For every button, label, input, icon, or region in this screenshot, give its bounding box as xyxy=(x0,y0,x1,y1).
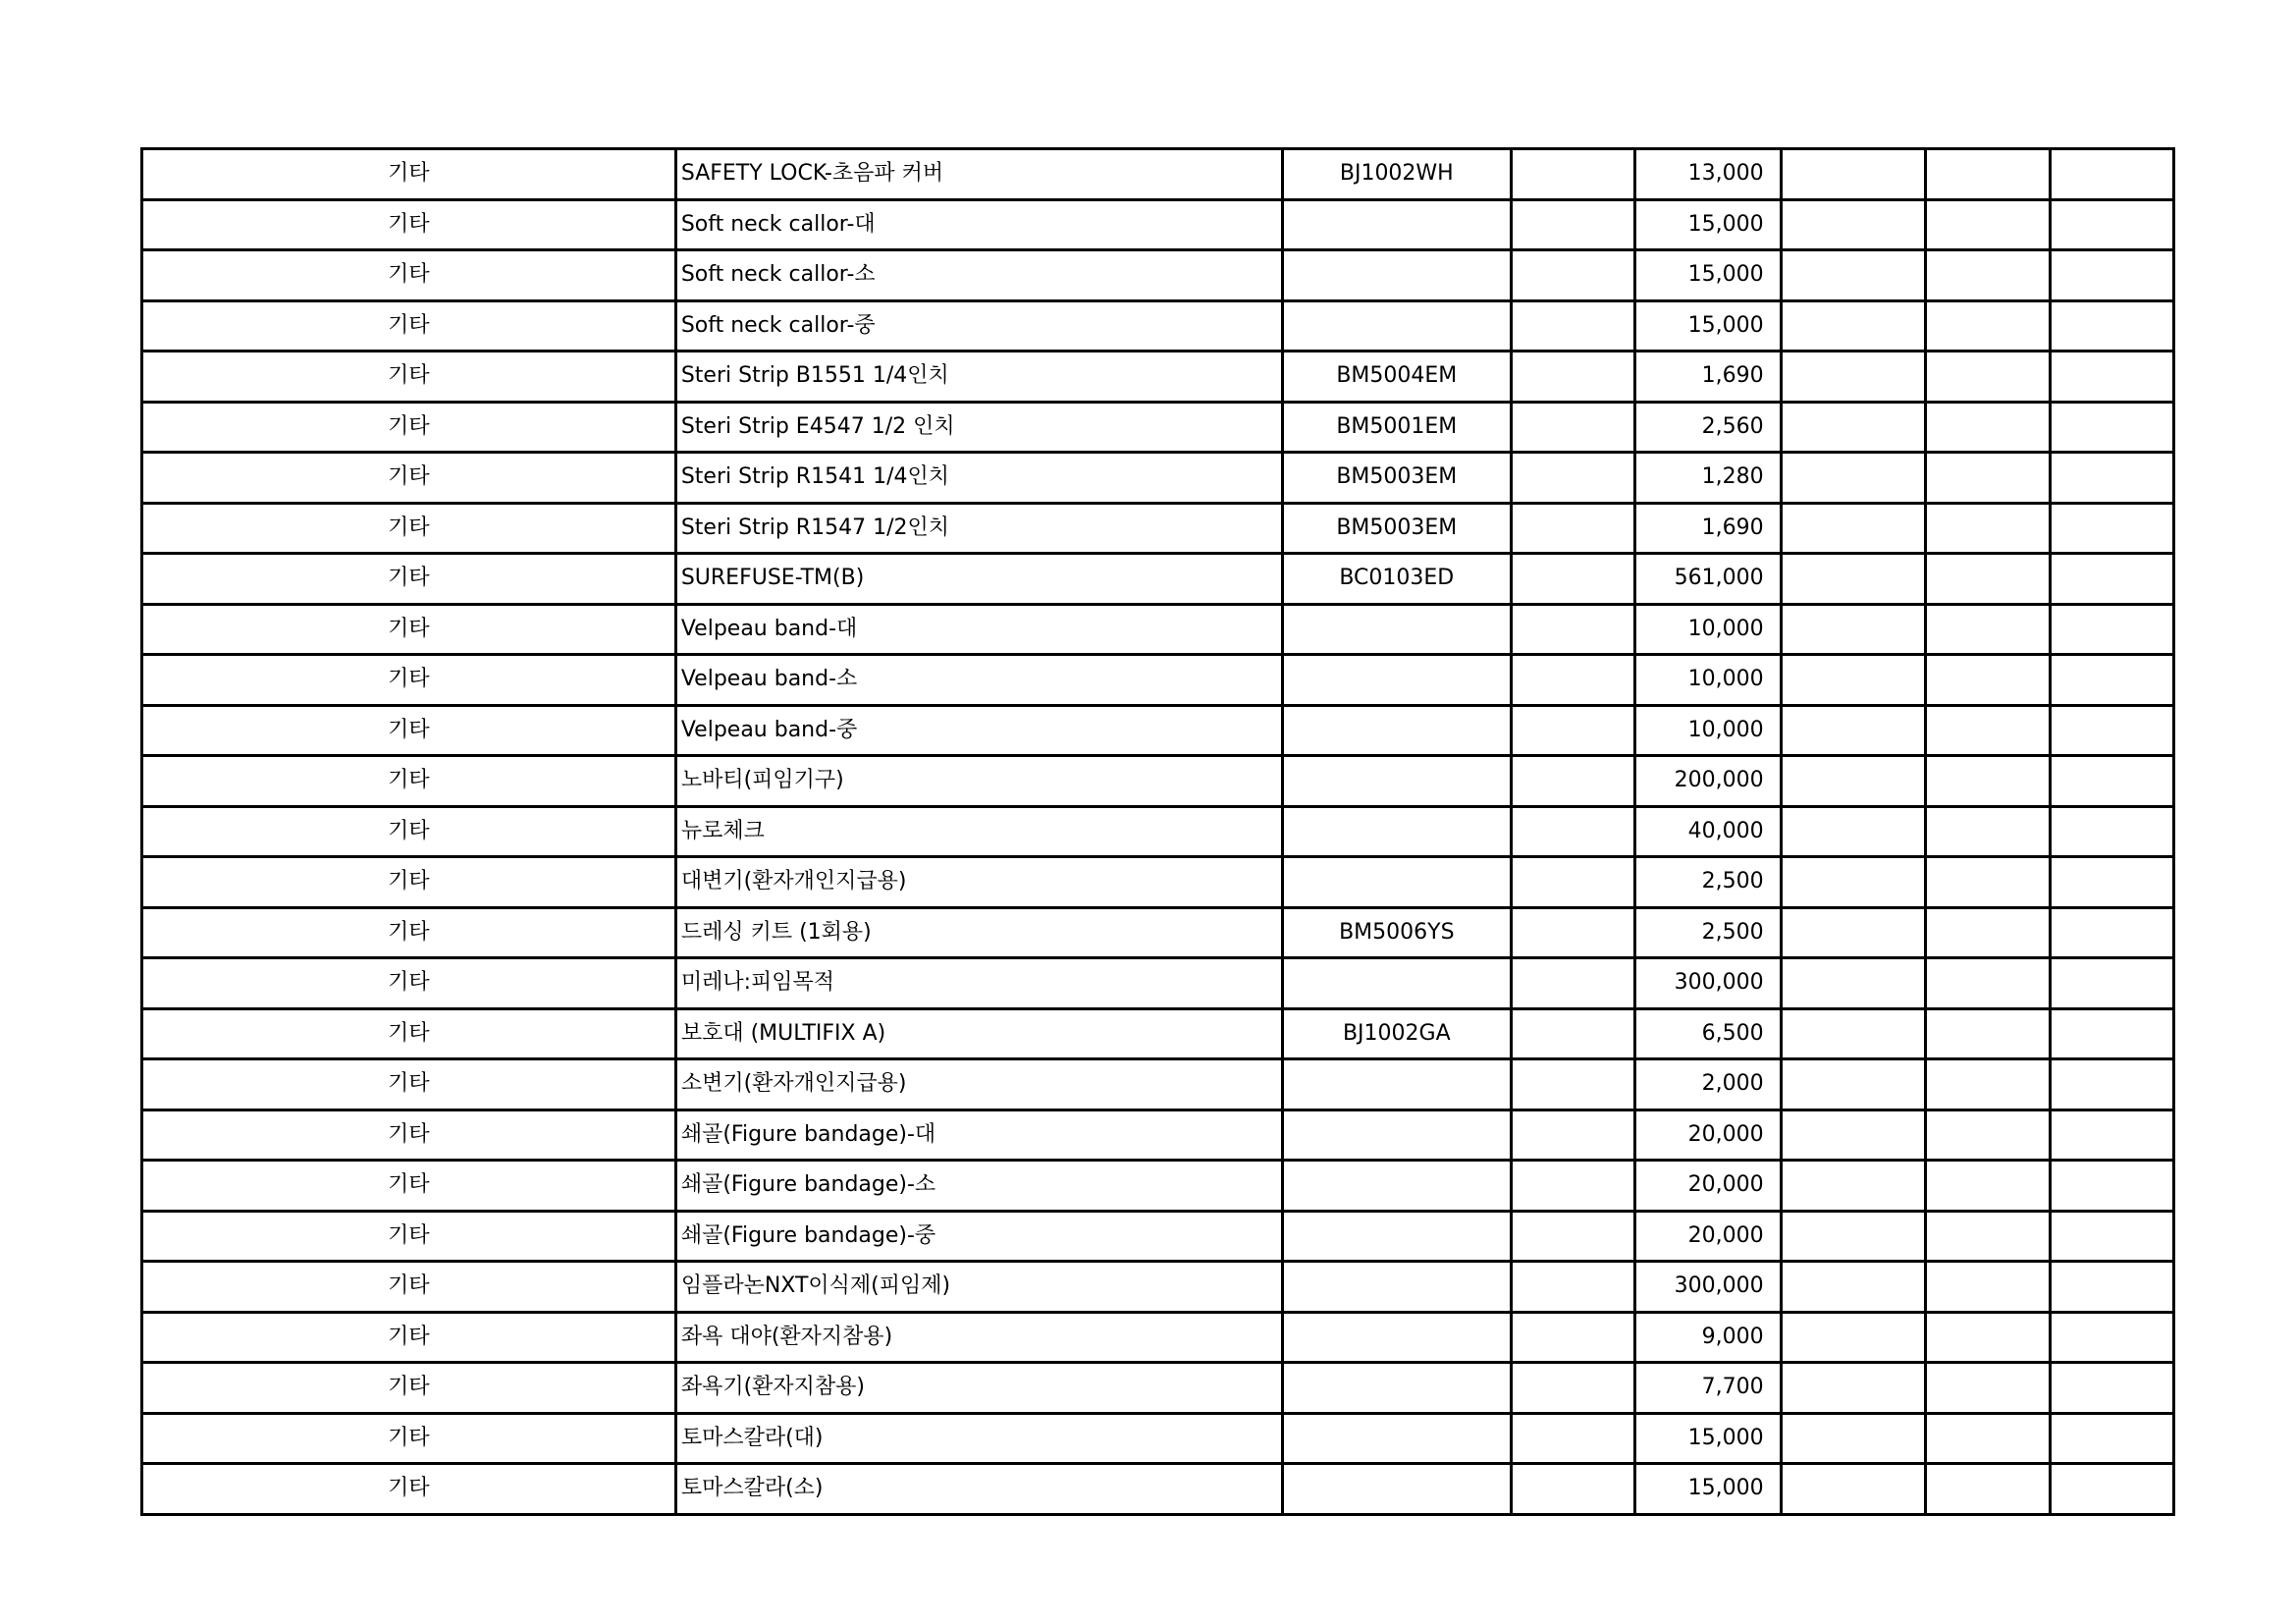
item-name-cell: Velpeau band-대 xyxy=(675,604,1282,655)
empty-cell xyxy=(1926,655,2050,706)
empty-cell xyxy=(1781,1211,1925,1262)
item-name-cell: Steri Strip R1547 1/2인치 xyxy=(675,503,1282,554)
empty-cell xyxy=(2050,958,2173,1009)
empty-cell xyxy=(2050,453,2173,504)
empty-cell xyxy=(1511,199,1634,250)
empty-cell xyxy=(1781,604,1925,655)
table-row xyxy=(142,402,2174,453)
category-cell: 기타 xyxy=(142,655,676,706)
price-cell: 2,000 xyxy=(1635,1059,1782,1110)
item-code-cell xyxy=(1282,756,1511,807)
empty-cell xyxy=(1926,1363,2050,1414)
table-row xyxy=(142,1262,2174,1313)
empty-cell xyxy=(1781,1008,1925,1059)
empty-cell xyxy=(1511,1211,1634,1262)
table-row xyxy=(142,756,2174,807)
table-row xyxy=(142,806,2174,857)
empty-cell xyxy=(2050,352,2173,403)
empty-cell xyxy=(1781,1363,1925,1414)
empty-cell xyxy=(1926,199,2050,250)
item-name-cell: SAFETY LOCK-초음파 커버 xyxy=(675,149,1282,200)
empty-cell xyxy=(2050,149,2173,200)
category-cell: 기타 xyxy=(142,199,676,250)
empty-cell xyxy=(1511,1464,1634,1515)
category-cell: 기타 xyxy=(142,402,676,453)
item-name-cell: 보호대 (MULTIFIX A) xyxy=(675,1008,1282,1059)
empty-cell xyxy=(1926,705,2050,756)
item-code-cell: BM5006YS xyxy=(1282,907,1511,958)
category-cell: 기타 xyxy=(142,1161,676,1212)
empty-cell xyxy=(1511,250,1634,301)
item-code-cell xyxy=(1282,1059,1511,1110)
table-row xyxy=(142,1211,2174,1262)
price-cell: 561,000 xyxy=(1635,554,1782,605)
table-body xyxy=(142,149,2174,1515)
category-cell: 기타 xyxy=(142,1363,676,1414)
table-row xyxy=(142,1363,2174,1414)
table-row xyxy=(142,503,2174,554)
empty-cell xyxy=(2050,1312,2173,1363)
item-code-cell: BJ1002GA xyxy=(1282,1008,1511,1059)
empty-cell xyxy=(1511,300,1634,352)
item-code-cell xyxy=(1282,199,1511,250)
empty-cell xyxy=(1511,604,1634,655)
table-row xyxy=(142,250,2174,301)
item-code-cell: BM5003EM xyxy=(1282,503,1511,554)
table-row xyxy=(142,1413,2174,1464)
item-name-cell: 드레싱 키트 (1회용) xyxy=(675,907,1282,958)
item-name-cell: SUREFUSE-TM(B) xyxy=(675,554,1282,605)
empty-cell xyxy=(1511,1262,1634,1313)
empty-cell xyxy=(1926,1312,2050,1363)
empty-cell xyxy=(1511,958,1634,1009)
empty-cell xyxy=(1781,655,1925,706)
empty-cell xyxy=(1781,907,1925,958)
empty-cell xyxy=(1511,149,1634,200)
empty-cell xyxy=(1926,352,2050,403)
item-name-cell: 임플라논NXT이식제(피임제) xyxy=(675,1262,1282,1313)
item-code-cell xyxy=(1282,1413,1511,1464)
table-row xyxy=(142,1464,2174,1515)
empty-cell xyxy=(1781,1059,1925,1110)
empty-cell xyxy=(1511,1008,1634,1059)
price-cell: 2,500 xyxy=(1635,857,1782,908)
empty-cell xyxy=(1926,1262,2050,1313)
category-cell: 기타 xyxy=(142,1211,676,1262)
category-cell: 기타 xyxy=(142,554,676,605)
category-cell: 기타 xyxy=(142,1059,676,1110)
item-name-cell: Steri Strip E4547 1/2 인치 xyxy=(675,402,1282,453)
table-row xyxy=(142,958,2174,1009)
empty-cell xyxy=(1511,1312,1634,1363)
price-cell: 15,000 xyxy=(1635,1464,1782,1515)
item-name-cell: Velpeau band-소 xyxy=(675,655,1282,706)
empty-cell xyxy=(1511,655,1634,706)
item-code-cell: BM5004EM xyxy=(1282,352,1511,403)
empty-cell xyxy=(1511,1363,1634,1414)
item-name-cell: Soft neck callor-중 xyxy=(675,300,1282,352)
empty-cell xyxy=(1511,907,1634,958)
price-cell: 10,000 xyxy=(1635,604,1782,655)
empty-cell xyxy=(1511,857,1634,908)
empty-cell xyxy=(2050,655,2173,706)
empty-cell xyxy=(2050,1211,2173,1262)
price-cell: 15,000 xyxy=(1635,199,1782,250)
item-name-cell: 토마스칼라(소) xyxy=(675,1464,1282,1515)
category-cell: 기타 xyxy=(142,1312,676,1363)
category-cell: 기타 xyxy=(142,1262,676,1313)
empty-cell xyxy=(2050,857,2173,908)
empty-cell xyxy=(1926,554,2050,605)
empty-cell xyxy=(1926,300,2050,352)
price-cell: 9,000 xyxy=(1635,1312,1782,1363)
item-code-cell xyxy=(1282,1363,1511,1414)
empty-cell xyxy=(2050,1161,2173,1212)
category-cell: 기타 xyxy=(142,806,676,857)
empty-cell xyxy=(1511,1059,1634,1110)
table-row xyxy=(142,1312,2174,1363)
empty-cell xyxy=(2050,1413,2173,1464)
empty-cell xyxy=(2050,1262,2173,1313)
category-cell: 기타 xyxy=(142,250,676,301)
category-cell: 기타 xyxy=(142,1464,676,1515)
category-cell: 기타 xyxy=(142,756,676,807)
empty-cell xyxy=(2050,300,2173,352)
price-cell: 300,000 xyxy=(1635,1262,1782,1313)
empty-cell xyxy=(1511,1161,1634,1212)
category-cell: 기타 xyxy=(142,149,676,200)
price-cell: 2,560 xyxy=(1635,402,1782,453)
empty-cell xyxy=(1926,402,2050,453)
category-cell: 기타 xyxy=(142,705,676,756)
price-table xyxy=(140,147,2175,1516)
empty-cell xyxy=(1781,199,1925,250)
item-name-cell: Velpeau band-중 xyxy=(675,705,1282,756)
category-cell: 기타 xyxy=(142,300,676,352)
table-row xyxy=(142,1110,2174,1161)
item-name-cell: 쇄골(Figure bandage)-중 xyxy=(675,1211,1282,1262)
empty-cell xyxy=(1511,806,1634,857)
empty-cell xyxy=(1926,857,2050,908)
table-row xyxy=(142,1059,2174,1110)
empty-cell xyxy=(1781,453,1925,504)
table-row xyxy=(142,352,2174,403)
item-name-cell: 쇄골(Figure bandage)-대 xyxy=(675,1110,1282,1161)
empty-cell xyxy=(2050,1059,2173,1110)
item-code-cell: BM5001EM xyxy=(1282,402,1511,453)
empty-cell xyxy=(1781,705,1925,756)
table-row xyxy=(142,857,2174,908)
item-name-cell: Soft neck callor-대 xyxy=(675,199,1282,250)
empty-cell xyxy=(1926,1464,2050,1515)
empty-cell xyxy=(1926,1110,2050,1161)
empty-cell xyxy=(1511,705,1634,756)
price-cell: 15,000 xyxy=(1635,300,1782,352)
empty-cell xyxy=(2050,1464,2173,1515)
item-code-cell xyxy=(1282,1464,1511,1515)
empty-cell xyxy=(2050,1110,2173,1161)
price-cell: 1,690 xyxy=(1635,352,1782,403)
empty-cell xyxy=(1926,503,2050,554)
price-cell: 1,280 xyxy=(1635,453,1782,504)
empty-cell xyxy=(2050,806,2173,857)
item-code-cell xyxy=(1282,806,1511,857)
price-cell: 6,500 xyxy=(1635,1008,1782,1059)
empty-cell xyxy=(1781,1413,1925,1464)
item-name-cell: Soft neck callor-소 xyxy=(675,250,1282,301)
empty-cell xyxy=(1926,806,2050,857)
table-row xyxy=(142,149,2174,200)
item-code-cell xyxy=(1282,655,1511,706)
empty-cell xyxy=(1781,756,1925,807)
empty-cell xyxy=(1781,1312,1925,1363)
empty-cell xyxy=(1781,1262,1925,1313)
table-row xyxy=(142,655,2174,706)
empty-cell xyxy=(1781,1161,1925,1212)
price-cell: 7,700 xyxy=(1635,1363,1782,1414)
item-name-cell: 미레나:피임목적 xyxy=(675,958,1282,1009)
empty-cell xyxy=(1926,604,2050,655)
table-row xyxy=(142,907,2174,958)
empty-cell xyxy=(1511,756,1634,807)
empty-cell xyxy=(1926,1211,2050,1262)
category-cell: 기타 xyxy=(142,453,676,504)
price-cell: 10,000 xyxy=(1635,705,1782,756)
table-row xyxy=(142,554,2174,605)
price-cell: 1,690 xyxy=(1635,503,1782,554)
category-cell: 기타 xyxy=(142,503,676,554)
empty-cell xyxy=(1781,554,1925,605)
price-cell: 20,000 xyxy=(1635,1211,1782,1262)
price-cell: 15,000 xyxy=(1635,1413,1782,1464)
empty-cell xyxy=(2050,554,2173,605)
empty-cell xyxy=(2050,705,2173,756)
item-name-cell: Steri Strip R1541 1/4인치 xyxy=(675,453,1282,504)
item-code-cell xyxy=(1282,705,1511,756)
empty-cell xyxy=(2050,907,2173,958)
empty-cell xyxy=(1926,1161,2050,1212)
item-code-cell: BM5003EM xyxy=(1282,453,1511,504)
empty-cell xyxy=(1781,857,1925,908)
category-cell: 기타 xyxy=(142,604,676,655)
item-code-cell xyxy=(1282,1262,1511,1313)
item-code-cell: BJ1002WH xyxy=(1282,149,1511,200)
category-cell: 기타 xyxy=(142,1110,676,1161)
empty-cell xyxy=(1926,453,2050,504)
empty-cell xyxy=(1781,352,1925,403)
price-cell: 10,000 xyxy=(1635,655,1782,706)
empty-cell xyxy=(1511,352,1634,403)
item-name-cell: 쇄골(Figure bandage)-소 xyxy=(675,1161,1282,1212)
table-row xyxy=(142,1161,2174,1212)
table-row xyxy=(142,705,2174,756)
table-row xyxy=(142,604,2174,655)
empty-cell xyxy=(1781,300,1925,352)
empty-cell xyxy=(1511,1110,1634,1161)
empty-cell xyxy=(1926,907,2050,958)
item-code-cell: BC0103ED xyxy=(1282,554,1511,605)
empty-cell xyxy=(1781,149,1925,200)
category-cell: 기타 xyxy=(142,857,676,908)
empty-cell xyxy=(2050,402,2173,453)
empty-cell xyxy=(1926,1008,2050,1059)
item-code-cell xyxy=(1282,1161,1511,1212)
item-code-cell xyxy=(1282,958,1511,1009)
price-cell: 13,000 xyxy=(1635,149,1782,200)
empty-cell xyxy=(1511,554,1634,605)
empty-cell xyxy=(2050,503,2173,554)
price-cell: 200,000 xyxy=(1635,756,1782,807)
empty-cell xyxy=(1781,503,1925,554)
empty-cell xyxy=(2050,1008,2173,1059)
empty-cell xyxy=(1926,958,2050,1009)
empty-cell xyxy=(1781,1110,1925,1161)
table-row xyxy=(142,453,2174,504)
item-code-cell xyxy=(1282,1312,1511,1363)
item-name-cell: 노바티(피임기구) xyxy=(675,756,1282,807)
empty-cell xyxy=(1511,453,1634,504)
category-cell: 기타 xyxy=(142,352,676,403)
empty-cell xyxy=(1926,756,2050,807)
empty-cell xyxy=(1511,503,1634,554)
empty-cell xyxy=(2050,250,2173,301)
price-cell: 20,000 xyxy=(1635,1161,1782,1212)
empty-cell xyxy=(2050,756,2173,807)
table-row xyxy=(142,199,2174,250)
category-cell: 기타 xyxy=(142,907,676,958)
item-code-cell xyxy=(1282,300,1511,352)
item-name-cell: 좌욕 대야(환자지참용) xyxy=(675,1312,1282,1363)
item-name-cell: Steri Strip B1551 1/4인치 xyxy=(675,352,1282,403)
item-code-cell xyxy=(1282,1211,1511,1262)
item-name-cell: 소변기(환자개인지급용) xyxy=(675,1059,1282,1110)
category-cell: 기타 xyxy=(142,1413,676,1464)
empty-cell xyxy=(1926,1413,2050,1464)
empty-cell xyxy=(2050,1363,2173,1414)
item-code-cell xyxy=(1282,1110,1511,1161)
price-cell: 300,000 xyxy=(1635,958,1782,1009)
item-code-cell xyxy=(1282,857,1511,908)
empty-cell xyxy=(1926,250,2050,301)
item-code-cell xyxy=(1282,250,1511,301)
empty-cell xyxy=(1926,1059,2050,1110)
price-cell: 40,000 xyxy=(1635,806,1782,857)
price-cell: 20,000 xyxy=(1635,1110,1782,1161)
empty-cell xyxy=(1781,958,1925,1009)
price-cell: 15,000 xyxy=(1635,250,1782,301)
empty-cell xyxy=(1926,149,2050,200)
item-code-cell xyxy=(1282,604,1511,655)
category-cell: 기타 xyxy=(142,958,676,1009)
table-row xyxy=(142,1008,2174,1059)
item-name-cell: 대변기(환자개인지급용) xyxy=(675,857,1282,908)
price-cell: 2,500 xyxy=(1635,907,1782,958)
item-name-cell: 뉴로체크 xyxy=(675,806,1282,857)
empty-cell xyxy=(1781,1464,1925,1515)
empty-cell xyxy=(2050,604,2173,655)
empty-cell xyxy=(1781,806,1925,857)
empty-cell xyxy=(2050,199,2173,250)
item-name-cell: 토마스칼라(대) xyxy=(675,1413,1282,1464)
empty-cell xyxy=(1511,402,1634,453)
item-name-cell: 좌욕기(환자지참용) xyxy=(675,1363,1282,1414)
category-cell: 기타 xyxy=(142,1008,676,1059)
empty-cell xyxy=(1511,1413,1634,1464)
table-row xyxy=(142,300,2174,352)
empty-cell xyxy=(1781,250,1925,301)
empty-cell xyxy=(1781,402,1925,453)
